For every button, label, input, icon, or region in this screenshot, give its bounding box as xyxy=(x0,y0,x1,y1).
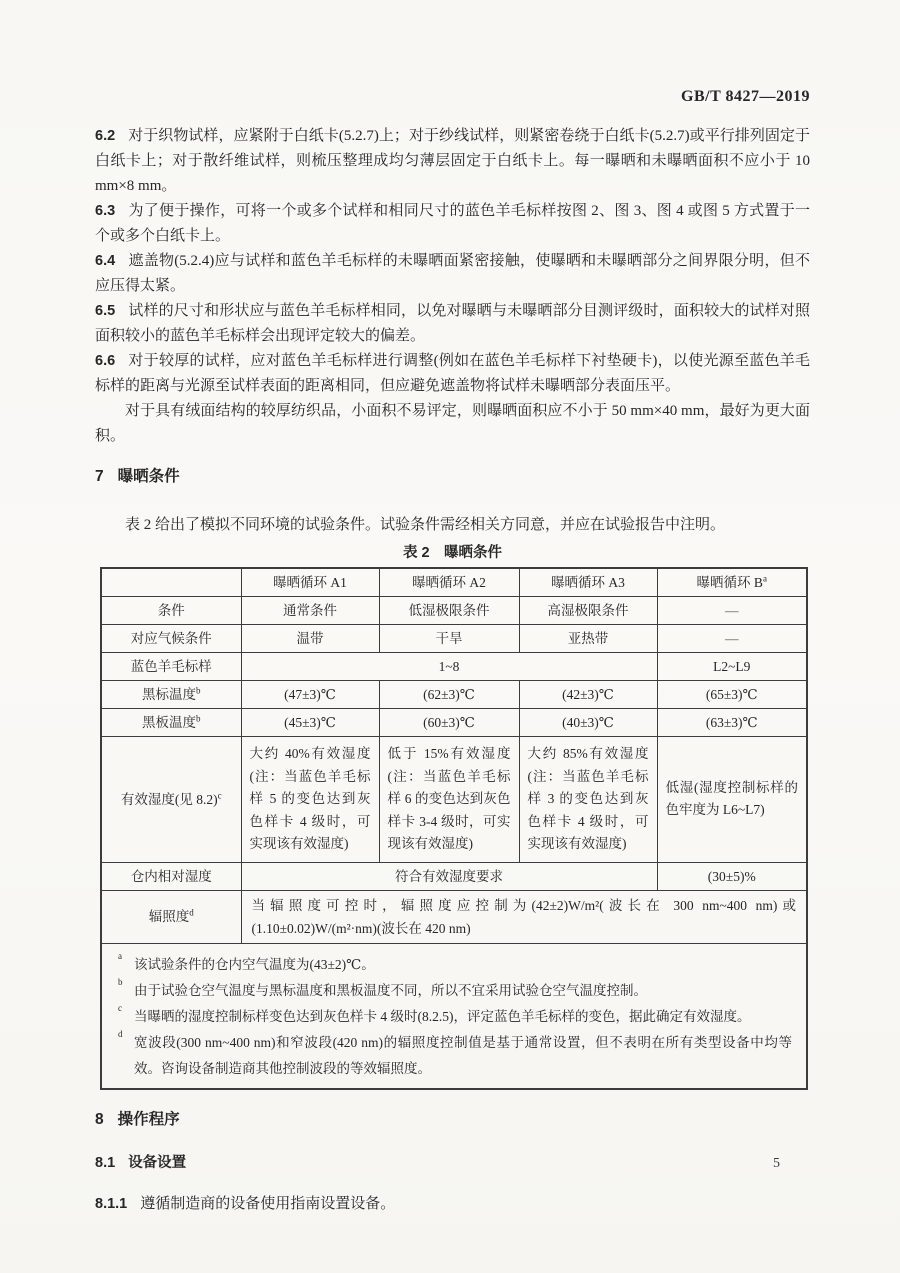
footnote-b: b 由于试验仓空气温度与黑标温度和黑板温度不同，所以不宜采用试验仓空气温度控制。 xyxy=(118,978,792,1004)
cell: 亚热带 xyxy=(519,625,657,653)
footnote-marker-a: a xyxy=(762,573,767,584)
cell: 大约 85%有效湿度(注：当蓝色羊毛标样 3 的变色达到灰色样卡 4 级时，可实现该有效湿度) xyxy=(519,737,657,863)
section-number: 7 xyxy=(95,468,104,485)
cell: 低湿极限条件 xyxy=(379,597,519,625)
table-row-condition xyxy=(101,597,807,625)
footnote-marker: a xyxy=(118,950,122,961)
table-footnotes-row xyxy=(101,943,807,1089)
clause-text: 遮盖物(5.2.4)应与试样和蓝色羊毛标样的未曝晒面紧密接触，使曝晒和未曝晒部分之间界限分明，但不应压得太紧。 xyxy=(95,253,810,294)
clause-number: 6.3 xyxy=(95,203,116,219)
cell: (47±3)℃ xyxy=(241,681,379,709)
clause-text: 为了便于操作，可将一个或多个试样和相同尺寸的蓝色羊毛标样按图 2、图 3、图 4 或图 5 方式置于一个或多个白纸卡上。 xyxy=(95,203,810,244)
footnote-c: c 当曝晒的湿度控制标样变色达到灰色样卡 4 级时(8.2.5)，评定蓝色羊毛标样的变色，据此确定有效湿度。 xyxy=(118,1004,792,1030)
section-title: 设备设置 xyxy=(128,1154,187,1171)
section-title: 曝晒条件 xyxy=(117,468,180,485)
table-row-effective-humidity xyxy=(101,737,807,863)
cell: (62±3)℃ xyxy=(379,681,519,709)
cell: 通常条件 xyxy=(241,597,379,625)
table-row-black-panel-temp xyxy=(101,709,807,737)
header-cycle-b: 曝晒循环 $B^a$ xyxy=(657,568,807,597)
clause-text: 对于较厚的试样，应对蓝色羊毛标样进行调整(例如在蓝色羊毛标样下衬垫硬卡)，以使光源至蓝色羊毛标样的距离与光源至试样表面的距离相同，但应避免遮盖物将试样未曝晒部分表面压平。 xyxy=(95,353,810,394)
footnote-marker: c xyxy=(118,1002,122,1013)
cell: 当辐照度可控时，辐照度应控制为(42±2)W/m²(波长在 300 nm~400 nm)或(1.10±0.02)W/(m²·nm)(波长在 420 nm) xyxy=(241,890,807,943)
section-number: 8 xyxy=(95,1110,104,1128)
header-empty-cell xyxy=(101,568,241,597)
clause-6-6 xyxy=(95,349,810,399)
footnote-d: d 宽波段(300 nm~400 nm)和窄波段(420 nm)的辐照度控制值是基于通常设置，但不表明在所有类型设备中均等效。咨询设备制造商其他控制波段的等效辐照度。 xyxy=(118,1030,792,1082)
header-cycle-a1: 曝晒循环 A1 xyxy=(241,568,379,597)
footnote-marker-c: c xyxy=(217,790,222,801)
cell: 低于 15%有效湿度(注：当蓝色羊毛标样 6 的变色达到灰色样卡 3-4 级时，可实现该有效湿度) xyxy=(379,737,519,863)
cell: (63±3)℃ xyxy=(657,709,807,737)
page-content xyxy=(95,124,810,1217)
table-row-relative-humidity xyxy=(101,862,807,890)
cell: 符合有效湿度要求 xyxy=(241,862,657,890)
section-8-1-heading xyxy=(95,1153,810,1173)
cell: 大约 40%有效湿度(注：当蓝色羊毛标样 5 的变色达到灰色样卡 4 级时，可实现该有效湿度) xyxy=(241,737,379,863)
cell: 温带 xyxy=(241,625,379,653)
clause-number: 8.1.1 xyxy=(95,1195,128,1212)
table-header-row xyxy=(101,568,807,597)
row-label: 条件 xyxy=(101,597,241,625)
row-label: 辐照度$^d$ xyxy=(101,890,241,943)
cell: (40±3)℃ xyxy=(519,709,657,737)
cell: 1~8 xyxy=(241,653,657,681)
clause-6-3 xyxy=(95,199,810,249)
cell: — xyxy=(657,625,807,653)
footnote-marker-b: b xyxy=(196,713,201,724)
row-label: 黑板温度$^b$ xyxy=(101,709,241,737)
cell: (45±3)℃ xyxy=(241,709,379,737)
footnote-a: a 该试验条件的仓内空气温度为(43±2)℃。 xyxy=(118,952,792,978)
clause-text: 试样的尺寸和形状应与蓝色羊毛标样相同，以免对曝晒与未曝晒部分目测评级时，面积较大的试样对照面积较小的蓝色羊毛标样会出现评定较大的偏差。 xyxy=(95,303,810,344)
clause-text: 对于织物试样，应紧附于白纸卡(5.2.7)上；对于纱线试样，则紧密卷绕于白纸卡(5.2.7)或平行排列固定于白纸卡上；对于散纤维试样，则梳压整理成均匀薄层固定于白纸卡上。每一曝晒和未曝晒面积不应小于 10 mm×8 mm。 xyxy=(95,128,810,194)
cell: L2~L9 xyxy=(657,653,807,681)
clause-6-4 xyxy=(95,249,810,299)
clause-6-2 xyxy=(95,124,810,199)
table-caption: 表 2 曝晒条件 xyxy=(402,545,503,561)
section-number: 8.1 xyxy=(95,1154,116,1171)
header-cycle-a2: 曝晒循环 A2 xyxy=(379,568,519,597)
row-label: 仓内相对湿度 xyxy=(101,862,241,890)
clause-8-1-1 xyxy=(95,1192,810,1217)
cell: 高湿极限条件 xyxy=(519,597,657,625)
footnote-marker-b: b xyxy=(196,685,201,696)
footnote-marker: b xyxy=(118,976,123,987)
row-label: 蓝色羊毛标样 xyxy=(101,653,241,681)
doc-number: GB/T 8427—2019 xyxy=(681,88,810,105)
section-title: 操作程序 xyxy=(117,1110,180,1128)
table-row-climate xyxy=(101,625,807,653)
cell: 低湿(湿度控制标样的色牢度为 L6~L7) xyxy=(657,737,807,863)
table-row-irradiance xyxy=(101,890,807,943)
cell: (30±5)% xyxy=(657,862,807,890)
cell: — xyxy=(657,597,807,625)
row-label: 对应气候条件 xyxy=(101,625,241,653)
section-8-heading xyxy=(95,1109,810,1131)
header-cycle-a3: 曝晒循环 A3 xyxy=(519,568,657,597)
section-7-heading xyxy=(95,466,810,488)
clause-number: 6.2 xyxy=(95,128,116,144)
clause-text: 遵循制造商的设备使用指南设置设备。 xyxy=(140,1195,396,1212)
footnote-marker-d: d xyxy=(189,907,194,918)
clause-number: 6.6 xyxy=(95,353,116,369)
table-row-blue-wool xyxy=(101,653,807,681)
cell: (60±3)℃ xyxy=(379,709,519,737)
clause-6-5 xyxy=(95,299,810,349)
clause-6-6-continuation: 对于具有绒面结构的较厚纺织品，小面积不易评定，则曝晒面积应不小于 50 mm×40 mm，最好为更大面积。 xyxy=(95,403,810,444)
cell: (65±3)℃ xyxy=(657,681,807,709)
section-7-intro: 表 2 给出了模拟不同环境的试验条件。试验条件需经相关方同意，并应在试验报告中注明。 xyxy=(125,517,726,533)
clause-number: 6.4 xyxy=(95,253,116,269)
cell: (42±3)℃ xyxy=(519,681,657,709)
row-label: 有效湿度(见 8.2)$^c$ xyxy=(101,737,241,863)
page-number: 5 xyxy=(773,1156,780,1171)
table-footnotes xyxy=(101,943,807,1089)
exposure-conditions-table xyxy=(100,567,808,1090)
footnote-marker: d xyxy=(118,1028,123,1039)
row-label: 黑标温度$^b$ xyxy=(101,681,241,709)
clause-number: 6.5 xyxy=(95,303,116,319)
cell: 干旱 xyxy=(379,625,519,653)
table-row-black-standard-temp xyxy=(101,681,807,709)
